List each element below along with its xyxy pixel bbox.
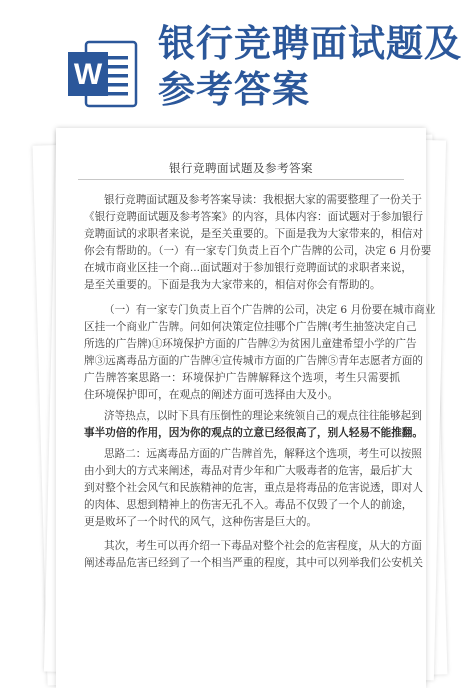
paragraph-line: 所选的广告牌)①环境保护方面的广告牌②为贫困儿童建希望小学的广告	[84, 338, 417, 350]
paragraph-line: 牌③远离毒品方面的广告牌④宣传城市方面的广告牌⑤青年志愿者方面的	[84, 355, 423, 367]
paragraph-line: 济等热点，以时下具有压倒性的理论来统领自己的观点往往能够起到	[104, 410, 422, 422]
paragraph-line: 你会有帮助的。（一）有一家专门负责上百个广告牌的公司，决定 6 月份要	[84, 245, 432, 257]
paragraph-line: 区挂一个商业广告牌。问如何决策定位挂哪个广告牌(考生抽签决定自己	[84, 321, 417, 333]
banner-title-line-1: 银行竞聘面试题及	[158, 22, 462, 65]
paragraph-line: 阐述毒品危害已经到了一个相当严重的程度，其中可以列举我们公安机关	[84, 557, 423, 569]
paragraph-line: 事半功倍的作用，因为你的观点的立意已经很高了，别人轻易不能推翻。	[84, 427, 423, 439]
paragraph-line: 到对整个社会风气和民族精神的危害，重点是将毒品的危害说透，即对人	[84, 482, 423, 494]
word-document-icon	[64, 36, 140, 112]
paragraph-line: （一）有一家专门负责上百个广告牌的公司，决定 6 月份要在城市商业	[104, 304, 436, 316]
paragraph-line: 广告牌答案思路一：环境保护广告牌解释这个选项，考生只需要抓	[84, 372, 400, 384]
paragraph-line: 其次，考生可以再介绍一下毒品对整个社会的危害程度，从大的方面	[104, 540, 422, 552]
banner-title-line-2: 参考答案	[158, 68, 310, 111]
paragraph-line: 思路二：远离毒品方面的广告牌首先，解释这个选项，考生可以按照	[104, 448, 422, 460]
paragraph-line: 的肉体、思想到精神上的伤害无孔不入。毒品不仅毁了一个人的前途，	[84, 499, 413, 511]
paragraph-line: 银行竞聘面试题及参考答案导读：我根据大家的需要整理了一份关于	[104, 194, 422, 206]
paragraph-line: 《银行竞聘面试题及参考答案》的内容，具体内容：面试题对于参加银行	[84, 211, 423, 223]
paragraph-line: 在城市商业区挂一个商...面试题对于参加银行竞聘面试的求职者来说，	[84, 262, 412, 274]
document-title: 银行竞聘面试题及参考答案	[169, 161, 313, 175]
paragraph-line: 住环境保护即可，在观点的阐述方面可选择由大及小。	[84, 389, 339, 401]
page-header	[0, 0, 474, 140]
paragraph-line: 更是败坏了一个时代的风气，这种伤害是巨大的。	[84, 516, 318, 528]
paragraph-line: 竞聘面试的求职者来说，是至关重要的。下面是我为大家带来的，相信对	[84, 228, 423, 240]
paragraph-line: 是至关重要的。下面是我为大家带来的，相信对你会有帮助的。	[84, 279, 381, 291]
document-page	[56, 128, 436, 688]
paragraph-line: 由小到大的方式来阐述，毒品对青少年和广大吸毒者的危害，最后扩大	[84, 465, 413, 477]
title-divider	[78, 179, 404, 180]
word-logo-letter: W	[73, 58, 103, 91]
